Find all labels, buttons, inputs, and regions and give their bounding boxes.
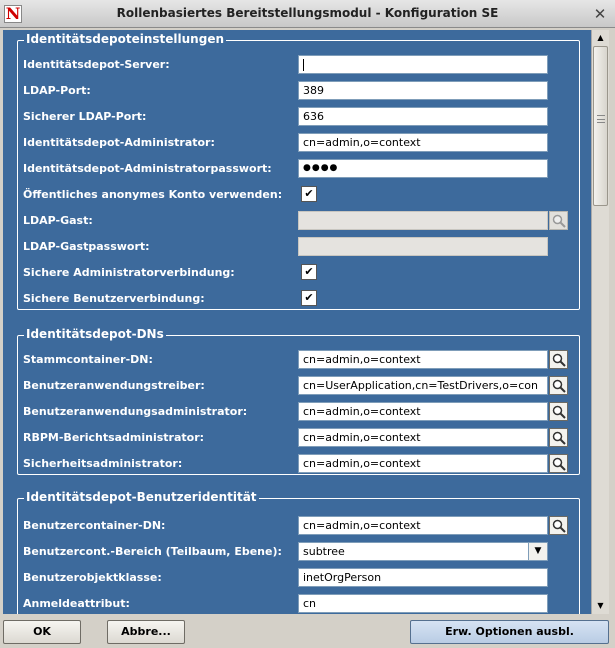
rbpm-report-admin-input[interactable]: cn=admin,o=context [298,428,548,447]
novell-logo-icon: N [5,4,21,23]
group-legend: Identitätsdepot-DNs [26,327,164,341]
window-title: Rollenbasiertes Bereitstellungsmodul - Konfiguration SE [116,6,499,20]
label-secure-admin-connection: Sichere Administratorverbindung: [23,266,235,279]
vault-server-input[interactable] [298,55,548,74]
vault-admin-password-input[interactable]: ●●●● [298,159,548,178]
root-container-dn-browse-button[interactable] [549,350,568,369]
user-app-admin-input[interactable]: cn=admin,o=context [298,402,548,421]
magnifier-icon [552,519,566,533]
cancel-button[interactable]: Abbre... [107,620,185,644]
login-attribute-input[interactable]: cn [298,594,548,613]
label-user-object-class: Benutzerobjektklasse: [23,571,162,584]
label-vault-server: Identitätsdepot-Server: [23,58,170,71]
close-icon[interactable]: ✕ [593,5,607,23]
title-bar [0,0,615,28]
label-root-container-dn: Stammcontainer-DN: [23,353,153,366]
scroll-thumb[interactable] [593,46,608,206]
ldap-guest-browse-button[interactable] [549,211,568,230]
label-login-attribute: Anmeldeattribut: [23,597,130,610]
group-identity-vault-user-identity [17,490,580,614]
chevron-down-icon[interactable]: ▼ [528,542,548,561]
label-rbpm-report-admin: RBPM-Berichtsadministrator: [23,431,205,444]
label-secure-ldap-port: Sicherer LDAP-Port: [23,110,147,123]
ldap-guest-input[interactable] [298,211,548,230]
user-app-driver-input[interactable]: cn=UserApplication,cn=TestDrivers,o=con [298,376,548,395]
label-user-app-admin: Benutzeranwendungsadministrator: [23,405,248,418]
label-ldap-guest-password: LDAP-Gastpasswort: [23,240,150,253]
label-ldap-port: LDAP-Port: [23,84,91,97]
label-vault-admin: Identitätsdepot-Administrator: [23,136,215,149]
magnifier-icon [552,353,566,367]
rbpm-report-admin-browse-button[interactable] [549,428,568,447]
vault-admin-input[interactable]: cn=admin,o=context [298,133,548,152]
label-ldap-guest: LDAP-Gast: [23,214,93,227]
scroll-up-icon[interactable]: ▲ [597,33,604,42]
secure-ldap-port-input[interactable]: 636 [298,107,548,126]
grip-icon [597,115,605,123]
secure-user-connection-checkbox[interactable]: ✔ [301,290,317,306]
anonymous-account-checkbox[interactable]: ✔ [301,186,317,202]
group-legend: Identitätsdepoteinstellungen [26,32,224,46]
label-user-container-dn: Benutzercontainer-DN: [23,519,166,532]
root-container-dn-input[interactable]: cn=admin,o=context [298,350,548,369]
magnifier-icon [552,379,566,393]
scroll-down-icon[interactable]: ▼ [597,601,604,610]
label-vault-admin-password: Identitätsdepot-Administratorpasswort: [23,162,272,175]
magnifier-icon [552,431,566,445]
label-secure-user-connection: Sichere Benutzerverbindung: [23,292,205,305]
group-legend: Identitätsdepot-Benutzeridentität [26,490,257,504]
text-cursor [303,59,304,71]
security-admin-input[interactable]: cn=admin,o=context [298,454,548,473]
security-admin-browse-button[interactable] [549,454,568,473]
group-identity-vault-settings [17,32,580,310]
magnifier-icon [552,457,566,471]
user-container-scope-select[interactable]: subtree [298,542,548,561]
user-app-driver-browse-button[interactable] [549,376,568,395]
user-app-admin-browse-button[interactable] [549,402,568,421]
group-identity-vault-dns [17,327,580,475]
secure-admin-connection-checkbox[interactable]: ✔ [301,264,317,280]
user-container-dn-input[interactable]: cn=admin,o=context [298,516,548,535]
ldap-guest-password-input[interactable] [298,237,548,256]
label-user-container-scope: Benutzercont.-Bereich (Teilbaum, Ebene): [23,545,282,558]
label-anonymous-account: Öffentliches anonymes Konto verwenden: [23,188,283,201]
magnifier-icon [552,405,566,419]
ldap-port-input[interactable]: 389 [298,81,548,100]
user-object-class-input[interactable]: inetOrgPerson [298,568,548,587]
label-security-admin: Sicherheitsadministrator: [23,457,183,470]
user-container-dn-browse-button[interactable] [549,516,568,535]
magnifier-icon [552,214,566,228]
hide-advanced-options-button[interactable]: Erw. Optionen ausbl. [410,620,609,644]
label-user-app-driver: Benutzeranwendungstreiber: [23,379,205,392]
ok-button[interactable]: OK [3,620,81,644]
vertical-scrollbar[interactable] [591,30,609,614]
config-panel [3,30,591,614]
